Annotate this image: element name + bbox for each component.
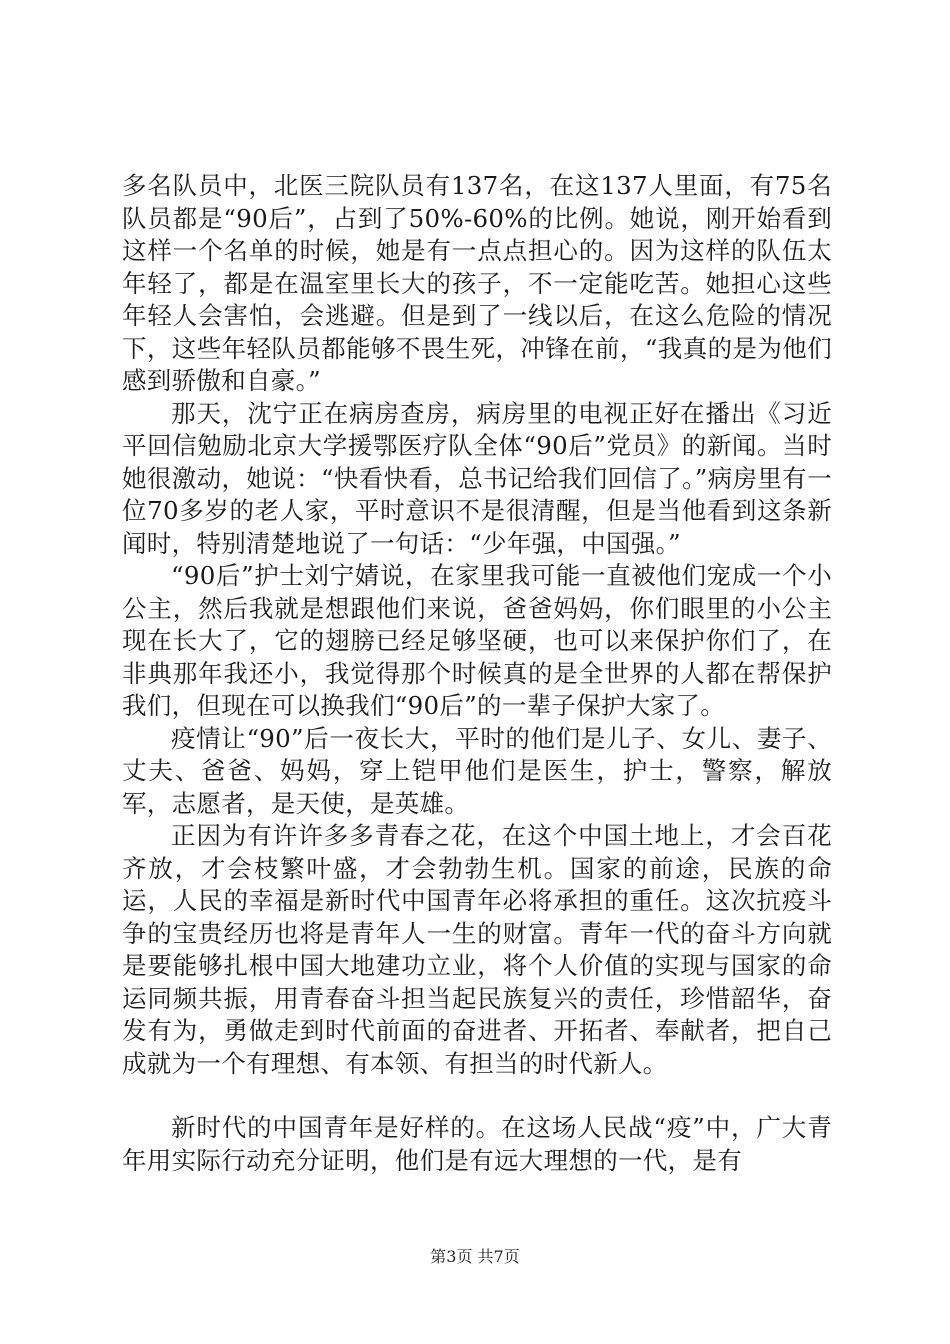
paragraph-3: “90后”护士刘宁婧说，在家里我可能一直被他们宠成一个小公主，然后我就是想跟他们来说，爸爸妈妈，你们眼里的小公主现在长大了，它的翅膀已经足够坚硬，也可以来保护你们了，在非典那年我还小，我觉得那个时候真的是全世界的人都在帮保护我们，但现在可以换我们“90后”的一辈子保护大家了。: [122, 561, 832, 720]
document-body: [122, 170, 832, 1177]
paragraph-1: 多名队员中，北医三院队员有137名，在这137人里面，有75名队员都是“90后”，占到了50%-60%的比例。她说，刚开始看到这样一个名单的时候，她是有一点点担心的。因为这样的队伍太年轻了，都是在温室里长大的孩子，不一定能吃苦。她担心这些年轻人会害怕，会逃避。但是到了一线以后，在这么危险的情况下，这些年轻队员都能够不畏生死，冲锋在前，“我真的是为他们感到骄傲和自豪。”: [122, 171, 832, 395]
paragraph-6: 新时代的中国青年是好样的。在这场人民战“疫”中，广大青年用实际行动充分证明，他们是有远大理想的一代，是有: [122, 1113, 832, 1175]
paragraph-5: 正因为有许许多多青春之花，在这个中国土地上，才会百花齐放，才会枝繁叶盛，才会勃勃生机。国家的前途，民族的命运，人民的幸福是新时代中国青年必将承担的重任。这次抗疫斗争的宝贵经历也将是青年人一生的财富。青年一代的奋斗方向就是要能够扎根中国大地建功立业，将个人价值的实现与国家的命运同频共振，用青春奋斗担当起民族复兴的责任，珍惜韶华，奋发有为，勇做走到时代前面的奋进者、开拓者、奉献者，把自己成就为一个有理想、有本领、有担当的时代新人。: [122, 821, 832, 1078]
paragraph-2: 那天，沈宁正在病房查房，病房里的电视正好在播出《习近平回信勉励北京大学援鄂医疗队全体“90后”党员》的新闻。当时她很激动，她说：“快看快看，总书记给我们回信了。”病房里有一位70多岁的老人家，平时意识不是很清醒，但是当他看到这条新闻时，特别清楚地说了一句话：“少年强，中国强。”: [122, 398, 832, 558]
paragraph-4: 疫情让“90”后一夜长大，平时的他们是儿子、女儿、妻子、丈夫、爸爸、妈妈，穿上铠甲他们是医生，护士，警察，解放军，志愿者，是天使，是英雄。: [122, 723, 832, 818]
page-number-footer: 第3页 共7页: [430, 1247, 520, 1266]
